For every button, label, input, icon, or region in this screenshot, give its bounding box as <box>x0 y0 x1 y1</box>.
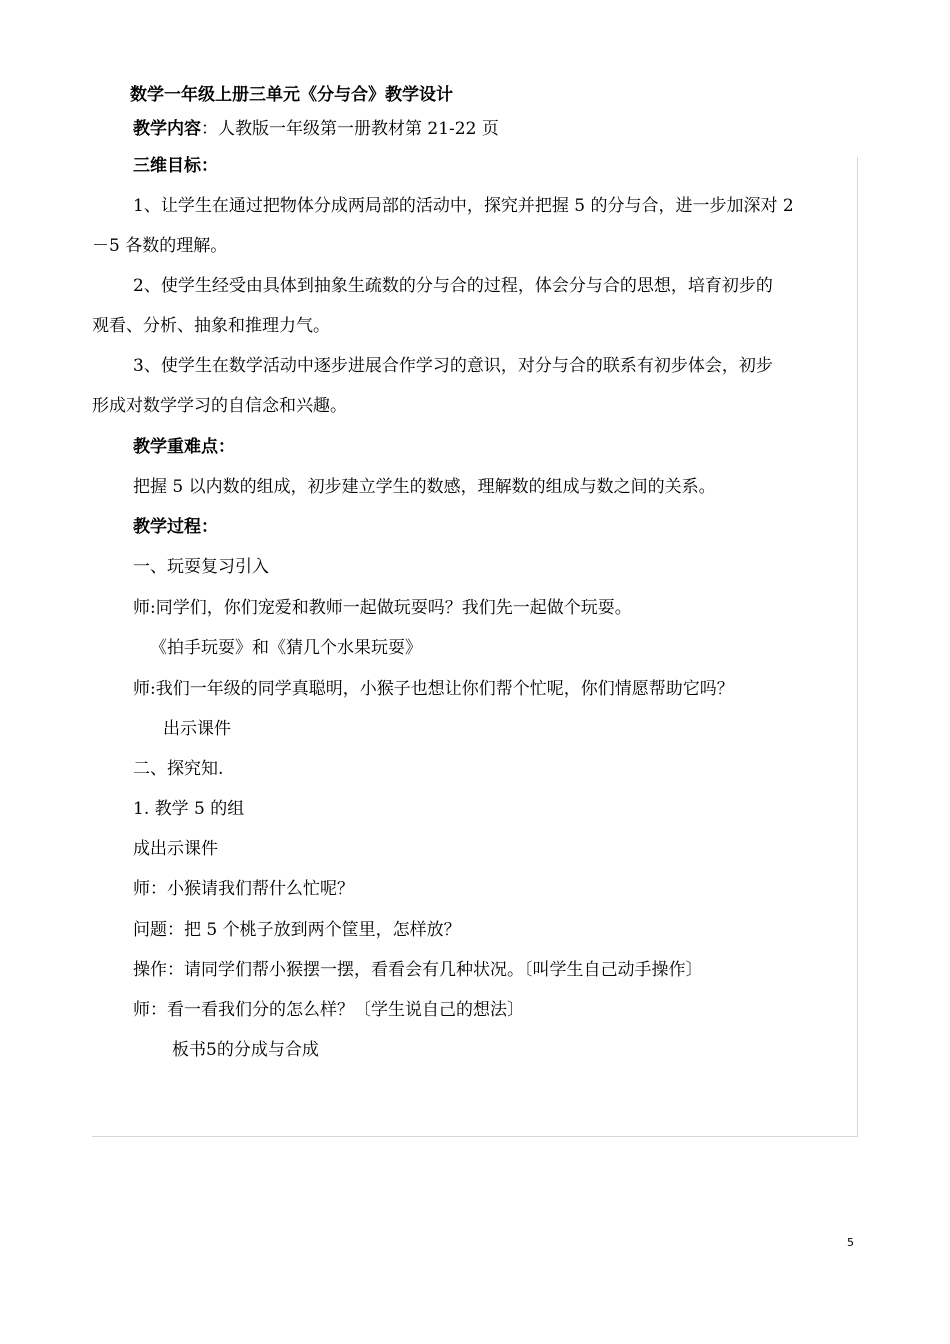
process-line-2: 《拍手玩耍》和《猜几个水果玩耍》 <box>150 638 422 658</box>
objective-3-line-2: 形成对数学学习的自信念和兴趣。 <box>92 396 347 416</box>
page-frame-right <box>857 157 858 1137</box>
objective-3-line-1: 3、使学生在数学活动中逐步进展合作学习的意识，对分与合的联系有初步体会，初步 <box>133 356 773 376</box>
document-title: 数学一年级上册三单元《分与合》教学设计 <box>130 85 453 105</box>
page-frame-bottom <box>92 1136 858 1137</box>
content-label: 教学内容 <box>133 119 201 139</box>
process-line-11: 板书5的分成与合成 <box>172 1040 319 1060</box>
process-line-4: 出示课件 <box>163 719 231 739</box>
process-line-1: 师:同学们，你们宠爱和教师一起做玩耍吗？我们先一起做个玩耍。 <box>133 598 632 618</box>
objective-1-line-1: 1、让学生在通过把物体分成两局部的活动中，探究并把握 5 的分与合，进一步加深对 2 <box>133 196 794 216</box>
key-points-heading: 教学重难点： <box>133 437 235 457</box>
process-line-5: 1. 教学 5 的组 <box>133 799 245 819</box>
objective-1-line-2: －5 各数的理解。 <box>92 236 228 256</box>
process-heading: 教学过程： <box>133 517 218 537</box>
section-2-heading: 二、探究知. <box>133 759 224 779</box>
process-line-6: 成出示课件 <box>133 839 218 859</box>
objectives-heading: 三维目标： <box>133 156 218 176</box>
page-number: 5 <box>847 1236 854 1249</box>
process-line-8: 问题：把 5 个桃子放到两个筐里，怎样放？ <box>133 920 461 940</box>
section-1-heading: 一、玩耍复习引入 <box>133 557 269 577</box>
objective-2-line-2: 观看、分析、抽象和推理力气。 <box>92 316 330 336</box>
process-line-7: 师：小猴请我们帮什么忙呢？ <box>133 879 354 899</box>
process-line-10: 师：看一看我们分的怎么样？〔学生说自己的想法〕 <box>133 1000 524 1020</box>
content-text: ：人教版一年级第一册教材第 21-22 页 <box>201 119 499 139</box>
key-points-text: 把握 5 以内数的组成，初步建立学生的数感，理解数的组成与数之间的关系。 <box>133 477 716 497</box>
process-line-3: 师:我们一年级的同学真聪明，小猴子也想让你们帮个忙呢，你们情愿帮助它吗？ <box>133 679 734 699</box>
content-line <box>133 117 499 141</box>
process-line-9: 操作：请同学们帮小猴摆一摆，看看会有几种状况。〔叫学生自己动手操作〕 <box>133 960 703 980</box>
objective-2-line-1: 2、使学生经受由具体到抽象生疏数的分与合的过程，体会分与合的思想，培育初步的 <box>133 276 773 296</box>
